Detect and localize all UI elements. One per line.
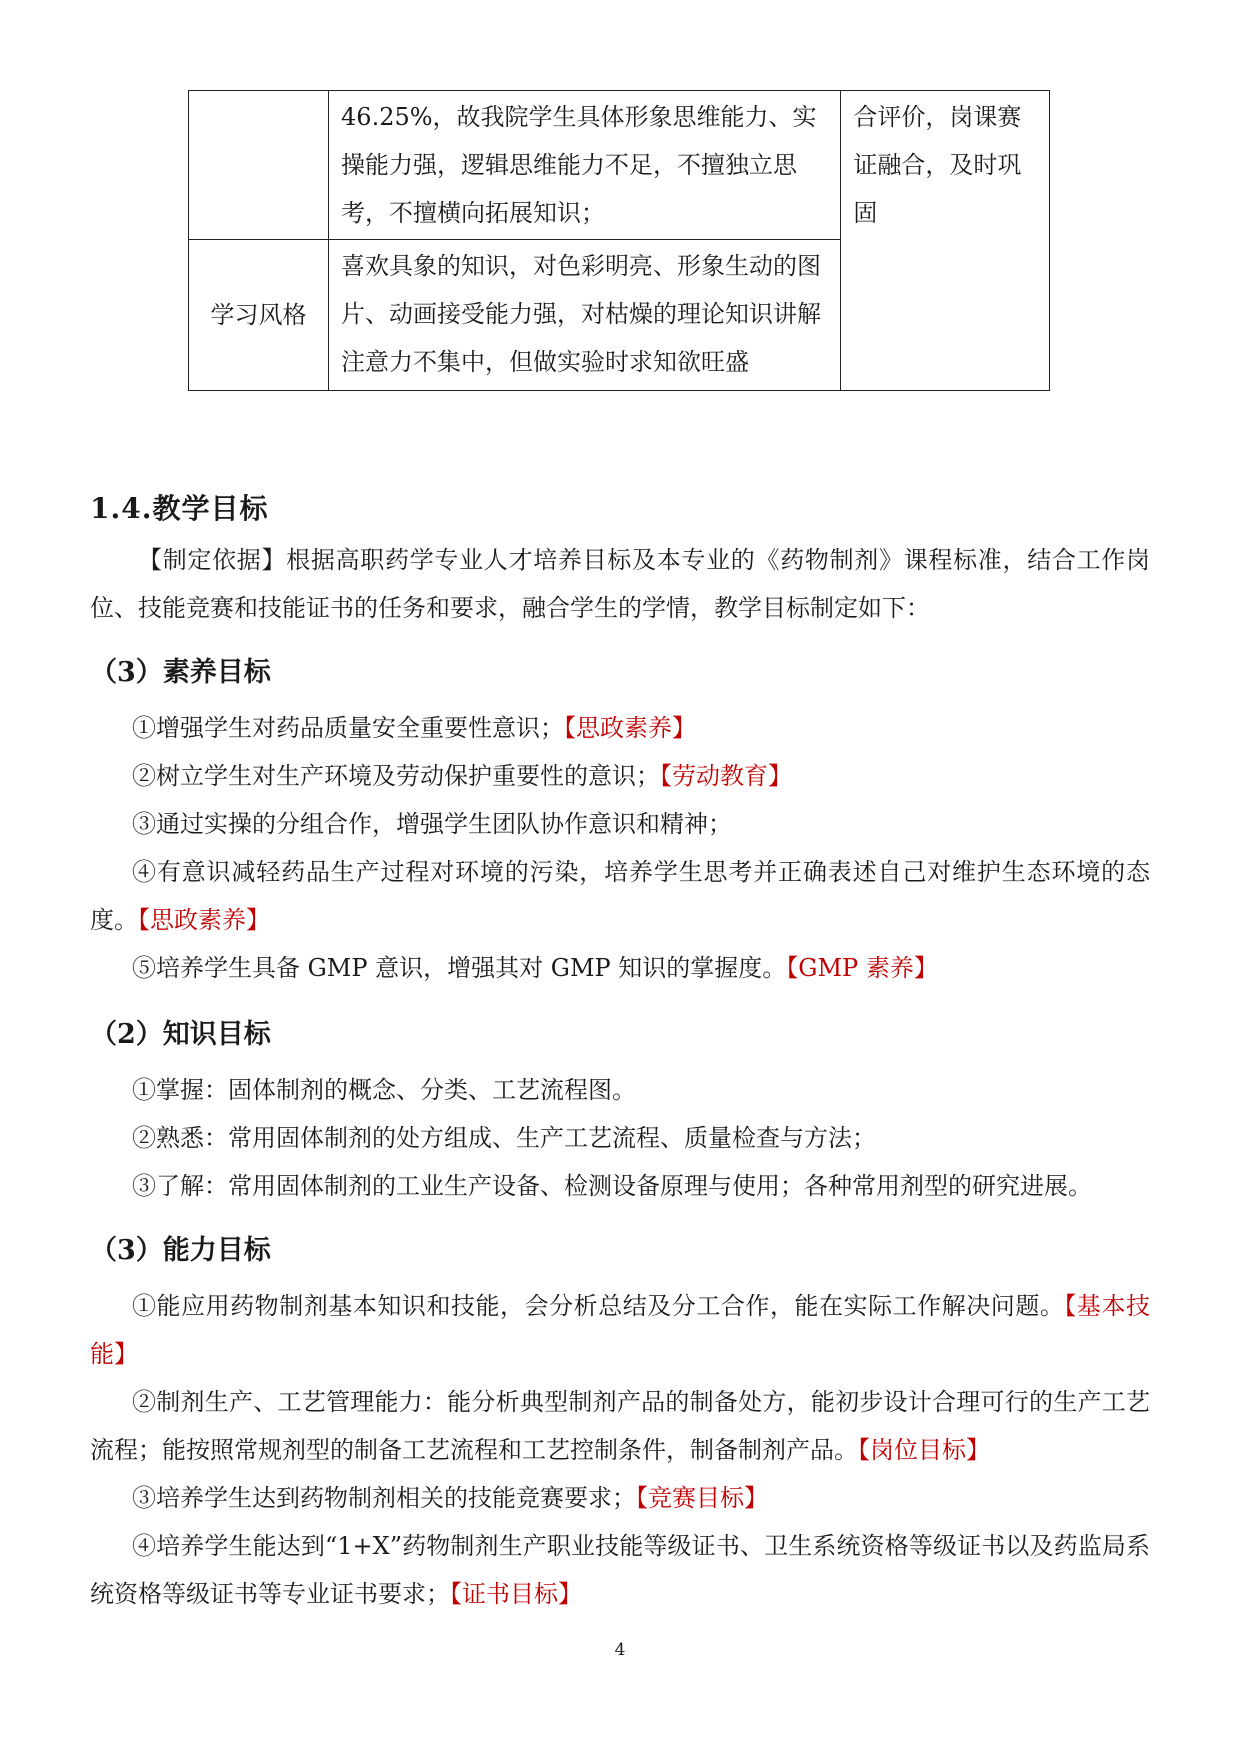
item-tag: 【岗位目标】 — [858, 1436, 990, 1464]
item-tag: 【基本技能】 — [90, 1292, 1151, 1368]
item-text: ④有意识减轻药品生产过程对环境的污染，培养学生思考并正确表述自己对维护生态环境的态度。 — [90, 858, 1150, 934]
list-item — [90, 1378, 1150, 1474]
list-item — [90, 848, 1150, 944]
item-tag: 【思政素养】 — [564, 714, 696, 742]
knowledge-goals-heading: （2）知识目标 — [90, 1019, 271, 1050]
list-item — [90, 752, 1150, 800]
item-text: ①能应用药物制剂基本知识和技能，会分析总结及分工合作，能在实际工作解决问题。 — [132, 1292, 1065, 1320]
item-text: ③培养学生达到药物制剂相关的技能竞赛要求； — [132, 1484, 636, 1512]
list-item — [90, 944, 1150, 992]
list-item: ①掌握：固体制剂的概念、分类、工艺流程图。 — [132, 1076, 636, 1104]
list-item — [90, 800, 1150, 848]
list-item: ②熟悉：常用固体制剂的处方组成、生产工艺流程、质量检查与方法； — [132, 1124, 876, 1152]
learner-profile-table — [188, 90, 1050, 391]
item-tag: 【GMP 素养】 — [786, 954, 938, 982]
table-cell-label: 学习风格 — [189, 240, 329, 391]
basis-paragraph: 【制定依据】根据高职药学专业人才培养目标及本专业的《药物制剂》课程标准，结合工作岗位、技能竞赛和技能证书的任务和要求，融合学生的学情，教学目标制定如下： — [90, 546, 1150, 622]
table-cell-method: 合评价，岗课赛证融合，及时巩固 — [841, 91, 1050, 391]
item-tag: 【竞赛目标】 — [636, 1484, 768, 1512]
ability-goals-heading: （3）能力目标 — [90, 1235, 271, 1266]
list-item — [90, 1282, 1150, 1378]
table-cell-content: 喜欢具象的知识，对色彩明亮、形象生动的图片、动画接受能力强，对枯燥的理论知识讲解注意力不集中，但做实验时求知欲旺盛 — [329, 240, 841, 391]
item-text: ②树立学生对生产环境及劳动保护重要性的意识； — [132, 762, 660, 790]
section-title: 1.4.教学目标 — [90, 492, 269, 525]
item-tag: 【劳动教育】 — [660, 762, 792, 790]
table-row — [189, 91, 1050, 240]
table-cell-label — [189, 91, 329, 240]
list-item: ③了解：常用固体制剂的工业生产设备、检测设备原理与使用；各种常用剂型的研究进展。 — [132, 1172, 1092, 1200]
item-text: ④培养学生能达到“1+X”药物制剂生产职业技能等级证书、卫生系统资格等级证书以及药监局系统资格等级证书等专业证书要求； — [90, 1532, 1150, 1608]
page-number: 4 — [614, 1640, 626, 1660]
item-text: ②制剂生产、工艺管理能力：能分析典型制剂产品的制备处方，能初步设计合理可行的生产工艺流程；能按照常规剂型的制备工艺流程和工艺控制条件，制备制剂产品。 — [90, 1388, 1150, 1464]
list-item — [90, 1522, 1150, 1618]
item-tag: 【证书目标】 — [450, 1580, 582, 1608]
item-text: ⑤培养学生具备 GMP 意识，增强其对 GMP 知识的掌握度。 — [132, 954, 787, 982]
list-item — [90, 704, 1150, 752]
item-text: ①增强学生对药品质量安全重要性意识； — [132, 714, 564, 742]
list-item — [90, 1474, 1150, 1522]
item-text: ③通过实操的分组合作，增强学生团队协作意识和精神； — [132, 810, 732, 838]
table-cell-content: 46.25%，故我院学生具体形象思维能力、实操能力强，逻辑思维能力不足，不擅独立思考，不擅横向拓展知识； — [329, 91, 841, 240]
quality-goals-heading: （3）素养目标 — [90, 657, 271, 688]
item-tag: 【思政素养】 — [138, 906, 270, 934]
